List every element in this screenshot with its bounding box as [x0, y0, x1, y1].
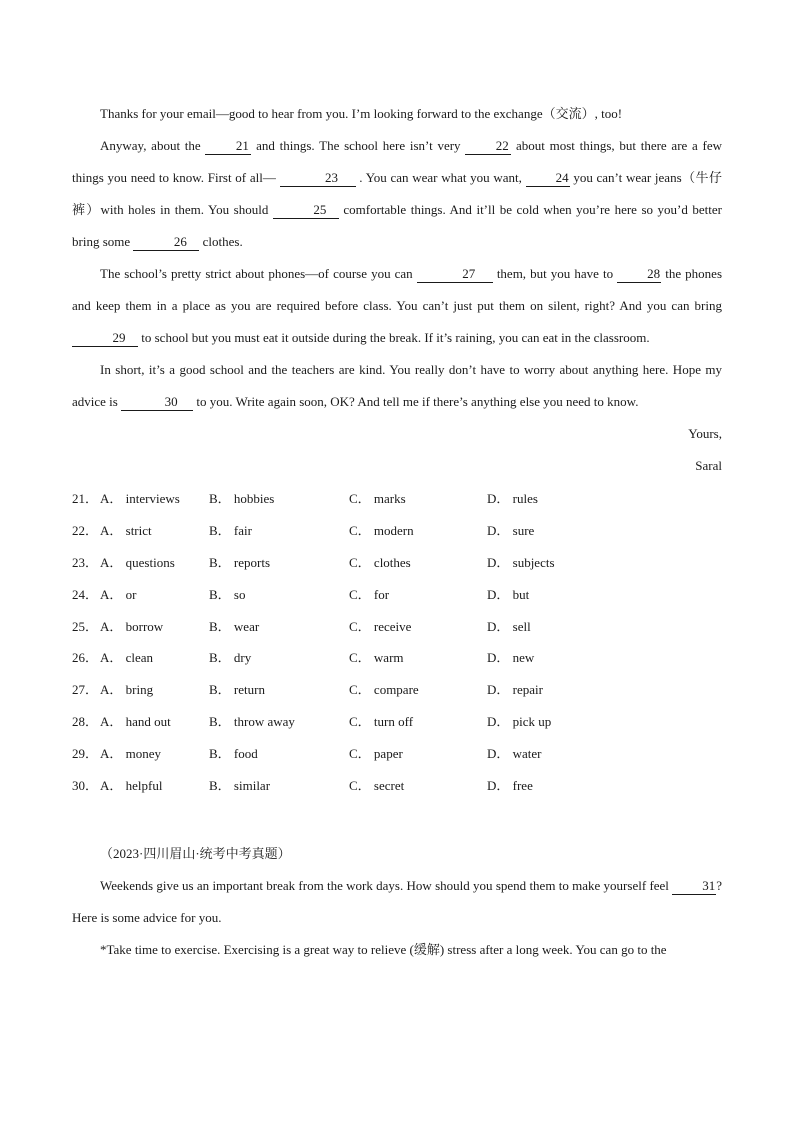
letter-signature: Saral: [695, 458, 722, 473]
next-passage-paragraph-2: [72, 934, 722, 966]
blank-25: 25: [273, 202, 339, 219]
blank-26: 26: [133, 234, 199, 251]
question-number: 21．: [72, 491, 99, 507]
question-number: 30．: [72, 777, 99, 793]
paragraph-text: . You can wear what you want,: [355, 170, 526, 185]
option-d: D． pick up: [487, 713, 552, 729]
paragraph-text: The school’s pretty strict about phones—of course you can: [100, 266, 417, 281]
option-a: A． helpful: [100, 777, 163, 793]
paragraph-text: Thanks for your email—good to hear from you. I’m looking forward to the exchange（交流）, too!: [100, 106, 623, 121]
paragraph-text: Weekends give us an important break from the work days. How should you spend them to make yourself feel: [100, 877, 673, 893]
option-c: C． receive: [349, 618, 412, 634]
paragraph-text: *Take time to exercise. Exercising is a great way to relieve (缓解) stress after a long week. You can go to the: [100, 941, 667, 957]
paragraph-text: to you. Write again soon, OK? And tell me if there’s anything else you need to know.: [193, 394, 639, 409]
passage-paragraph-4: [72, 354, 722, 418]
letter-closing: Yours,: [688, 426, 722, 441]
option-c: C． clothes: [349, 554, 411, 570]
option-row: [72, 546, 722, 578]
blank-21: 21: [205, 138, 251, 155]
option-d: D． sell: [487, 618, 531, 634]
option-b: B． fair: [209, 523, 252, 539]
option-a: A． questions: [100, 554, 175, 570]
option-c: C． warm: [349, 650, 404, 666]
option-c: C． secret: [349, 777, 405, 793]
option-c: C． turn off: [349, 713, 414, 729]
option-row: [72, 641, 722, 673]
option-c: C． compare: [349, 682, 419, 698]
question-number: 29．: [72, 745, 99, 761]
option-d: D． new: [487, 650, 535, 666]
blank-27: 27: [417, 266, 493, 283]
option-b: B． throw away: [209, 713, 295, 729]
option-a: A． borrow: [100, 618, 164, 634]
passage-paragraph-1: [72, 98, 722, 130]
option-a: A． hand out: [100, 713, 171, 729]
question-number: 22．: [72, 523, 99, 539]
option-a: A． strict: [100, 523, 152, 539]
option-row: [72, 482, 722, 514]
question-number: 23．: [72, 554, 99, 570]
option-d: D． free: [487, 777, 533, 793]
paragraph-text: to school but you must eat it outside during the break. If it’s raining, you can eat in the classroom.: [138, 330, 650, 345]
option-row: [72, 705, 722, 737]
option-a: A． clean: [100, 650, 154, 666]
option-a: A． money: [100, 745, 162, 761]
question-number: 27．: [72, 682, 99, 698]
passage-paragraph-3: [72, 258, 722, 354]
option-b: B． wear: [209, 618, 260, 634]
option-row: [72, 609, 722, 641]
source-label: （2023·四川眉山·统考中考真题）: [100, 845, 291, 861]
blank-29: 29: [72, 330, 138, 347]
options-list: [72, 482, 722, 800]
option-b: B． dry: [209, 650, 252, 666]
option-c: C． marks: [349, 491, 406, 507]
next-passage-paragraph-1: [72, 870, 722, 934]
paragraph-text: about most things, but there are a few things you need to know. First of all—: [72, 138, 723, 185]
blank-28: 28: [617, 266, 661, 283]
paragraph-text: Anyway, about the: [100, 138, 206, 153]
blank-30: 30: [121, 394, 193, 411]
option-d: D． repair: [487, 682, 543, 698]
option-d: D． rules: [487, 491, 538, 507]
option-d: D． subjects: [487, 554, 555, 570]
question-number: 25．: [72, 618, 99, 634]
blank-22: 22: [465, 138, 511, 155]
option-c: C． for: [349, 586, 390, 602]
option-row: [72, 577, 722, 609]
paragraph-text: and things. The school here isn’t very: [251, 138, 466, 153]
paragraph-text: the phones and keep them in a place as you are required before class. You can’t just put them on silent, right? And you can bring: [72, 266, 722, 313]
option-row: [72, 736, 722, 768]
option-b: B． hobbies: [209, 491, 275, 507]
paragraph-text: you can’t wear jeans（牛仔裤）with holes in them. You should: [72, 170, 722, 217]
blank-23: 23: [280, 170, 356, 187]
option-b: B． reports: [209, 554, 271, 570]
question-number: 28．: [72, 713, 99, 729]
option-d: D． but: [487, 586, 530, 602]
blank-31: 31: [672, 878, 716, 895]
option-b: B． similar: [209, 777, 271, 793]
question-number: 26．: [72, 650, 99, 666]
paragraph-text: them, but you have to: [492, 266, 618, 281]
option-a: A． bring: [100, 682, 154, 698]
document-page: [72, 98, 722, 966]
option-c: C． modern: [349, 523, 414, 539]
blank-24: 24: [526, 170, 570, 187]
paragraph-text: ? Here is some advice for you.: [72, 877, 722, 925]
option-row: [72, 514, 722, 546]
option-b: B． return: [209, 682, 265, 698]
passage-paragraph-2: [72, 130, 722, 258]
option-a: A． or: [100, 586, 137, 602]
option-c: C． paper: [349, 745, 403, 761]
paragraph-text: comfortable things. And it’ll be cold when you’re here so you’d better bring some: [72, 202, 722, 249]
option-b: B． so: [209, 586, 246, 602]
option-d: D． water: [487, 745, 542, 761]
option-row: [72, 768, 722, 800]
paragraph-text: clothes.: [199, 234, 243, 249]
question-number: 24．: [72, 586, 99, 602]
option-a: A． interviews: [100, 491, 180, 507]
paragraph-text: In short, it’s a good school and the teachers are kind. You really don’t have to worry about anything here. Hope my advice is: [72, 362, 722, 409]
option-b: B． food: [209, 745, 258, 761]
option-row: [72, 673, 722, 705]
option-d: D． sure: [487, 523, 535, 539]
